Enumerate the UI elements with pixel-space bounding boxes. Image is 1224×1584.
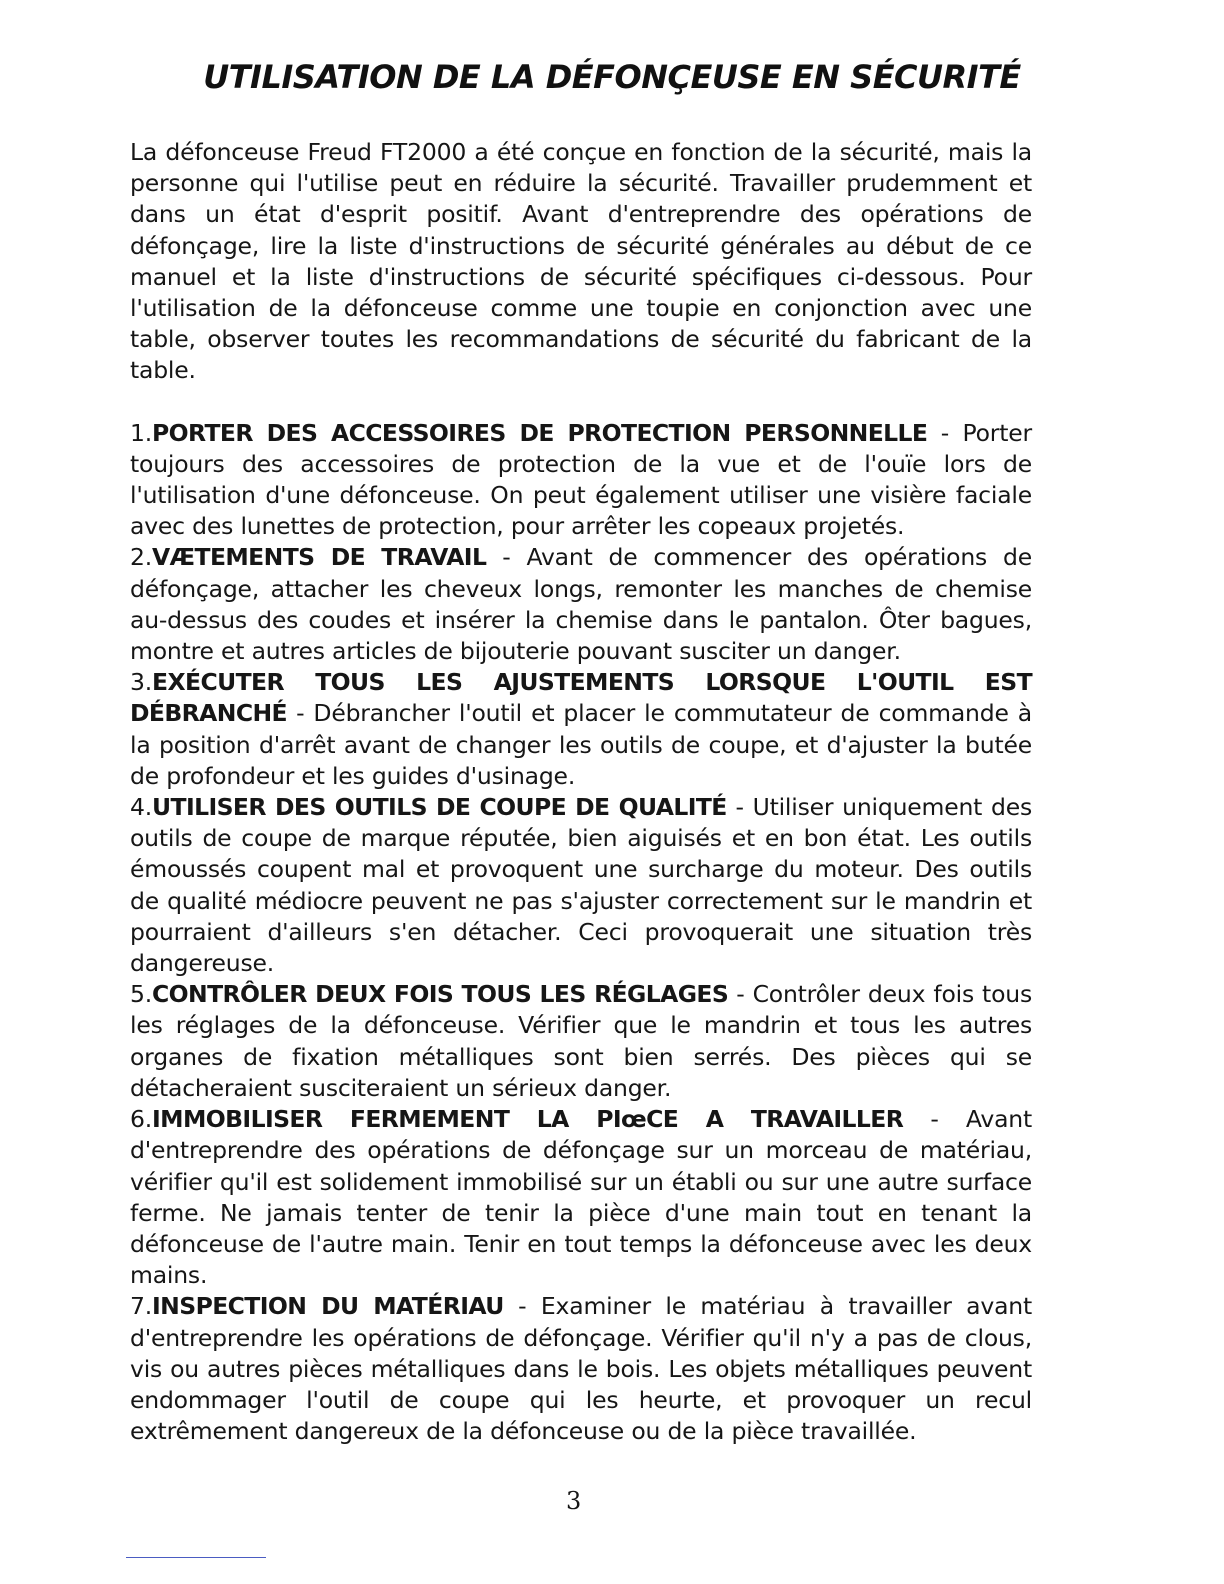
item-heading: IMMOBILISER FERMEMENT LA PIœCE A TRAVAILLER	[152, 1105, 904, 1134]
safety-item-7	[130, 1291, 1032, 1447]
safety-item-4	[130, 792, 1032, 979]
item-number: 7.	[130, 1292, 153, 1321]
item-text: - Avant de commencer des opérations de défonçage, attacher les cheveux longs, remonter les manches de chemise au-dessus des coudes et insérer la chemise dans le pantalon. Ôter bagues, montre et autres articles de bijouterie pouvant susciter un danger.	[130, 543, 1032, 666]
item-text: - Utiliser uniquement des outils de coupe de marque réputée, bien aiguisés et en bon état. Les outils émoussés coupent mal et provoquent une surcharge du moteur. Des outils de qualité médiocre peuvent ne pas s'ajuster correctement sur le mandrin et pourraient d'ailleurs s'en détacher. Ceci provoquerait une situation très dangereuse.	[130, 793, 1032, 978]
safety-item-3	[130, 667, 1032, 792]
safety-item-2	[130, 542, 1032, 667]
item-heading: PORTER DES ACCESSOIRES DE PROTECTION PERSONNELLE	[152, 418, 928, 447]
safety-item-1	[130, 418, 1032, 543]
item-text: - Contrôler deux fois tous les réglages de la défonceuse. Vérifier que le mandrin et tous les autres organes de fixation métalliques sont bien serrés. Des pièces qui se détacheraient susciteraient un sérieux danger.	[130, 980, 1032, 1102]
item-heading: VÆTEMENTS DE TRAVAIL	[152, 543, 487, 572]
item-text: - Débrancher l'outil et placer le commutateur de commande à la position d'arrêt avant de changer les outils de coupe, et d'ajuster la butée de profondeur et les guides d'usinage.	[130, 699, 1032, 790]
item-heading: UTILISER DES OUTILS DE COUPE DE QUALITÉ	[152, 793, 727, 822]
item-heading: INSPECTION DU MATÉRIAU	[152, 1292, 504, 1321]
item-heading: CONTRÔLER DEUX FOIS TOUS LES RÉGLAGES	[152, 980, 729, 1009]
item-number: 6.	[130, 1105, 153, 1134]
safety-item-6	[130, 1104, 1032, 1291]
item-heading: EXÉCUTER TOUS LES AJUSTEMENTS LORSQUE L'OUTIL EST DÉBRANCHÉ	[130, 668, 1032, 728]
page-title: UTILISATION DE LA DÉFONÇEUSE EN SÉCURITÉ	[203, 58, 1021, 96]
item-number: 5.	[130, 980, 153, 1009]
item-text: - Porter toujours des accessoires de protection de la vue et de l'ouïe lors de l'utilisation d'une défonceuse. On peut également utiliser une visière faciale avec des lunettes de protection, pour arrêter les copeaux projetés.	[130, 418, 1032, 541]
page-number: 3	[566, 1487, 582, 1515]
item-text: - Avant d'entreprendre des opérations de défonçage sur un morceau de matériau, vérifier qu'il est solidement immobilisé sur un établi ou sur une autre surface ferme. Ne jamais tenter de tenir la pièce d'une main tout en tenant la défonceuse de l'autre main. Tenir en tout temps la défonceuse avec les deux mains.	[130, 1105, 1032, 1290]
item-number: 2.	[130, 543, 153, 572]
intro-paragraph: La défonceuse Freud FT2000 a été conçue en fonction de la sécurité, mais la personne qui l'utilise peut en réduire la sécurité. Travailler prudemment et dans un état d'esprit positif. Avant d'entreprendre des opérations de défonçage, lire la liste d'instructions de sécurité générales au début de ce manuel et la liste d'instructions de sécurité spécifiques ci-dessous. Pour l'utilisation de la défonceuse comme une toupie en conjonction avec une table, observer toutes les recommandations de sécurité du fabricant de la table.	[130, 138, 1032, 385]
safety-item-5	[130, 979, 1032, 1104]
document-body	[130, 137, 1032, 1447]
item-number: 1.	[130, 418, 153, 447]
item-number: 3.	[130, 668, 153, 697]
item-text: - Examiner le matériau à travailler avant d'entreprendre les opérations de défonçage. Vérifier qu'il n'y a pas de clous, vis ou autres pièces métalliques dans le bois. Les objets métalliques peuvent endommager l'outil de coupe qui les heurte, et provoquer un recul extrêmement dangereux de la défonceuse ou de la pièce travaillée.	[130, 1292, 1033, 1446]
item-number: 4.	[130, 793, 153, 822]
footer-rule	[126, 1557, 266, 1558]
